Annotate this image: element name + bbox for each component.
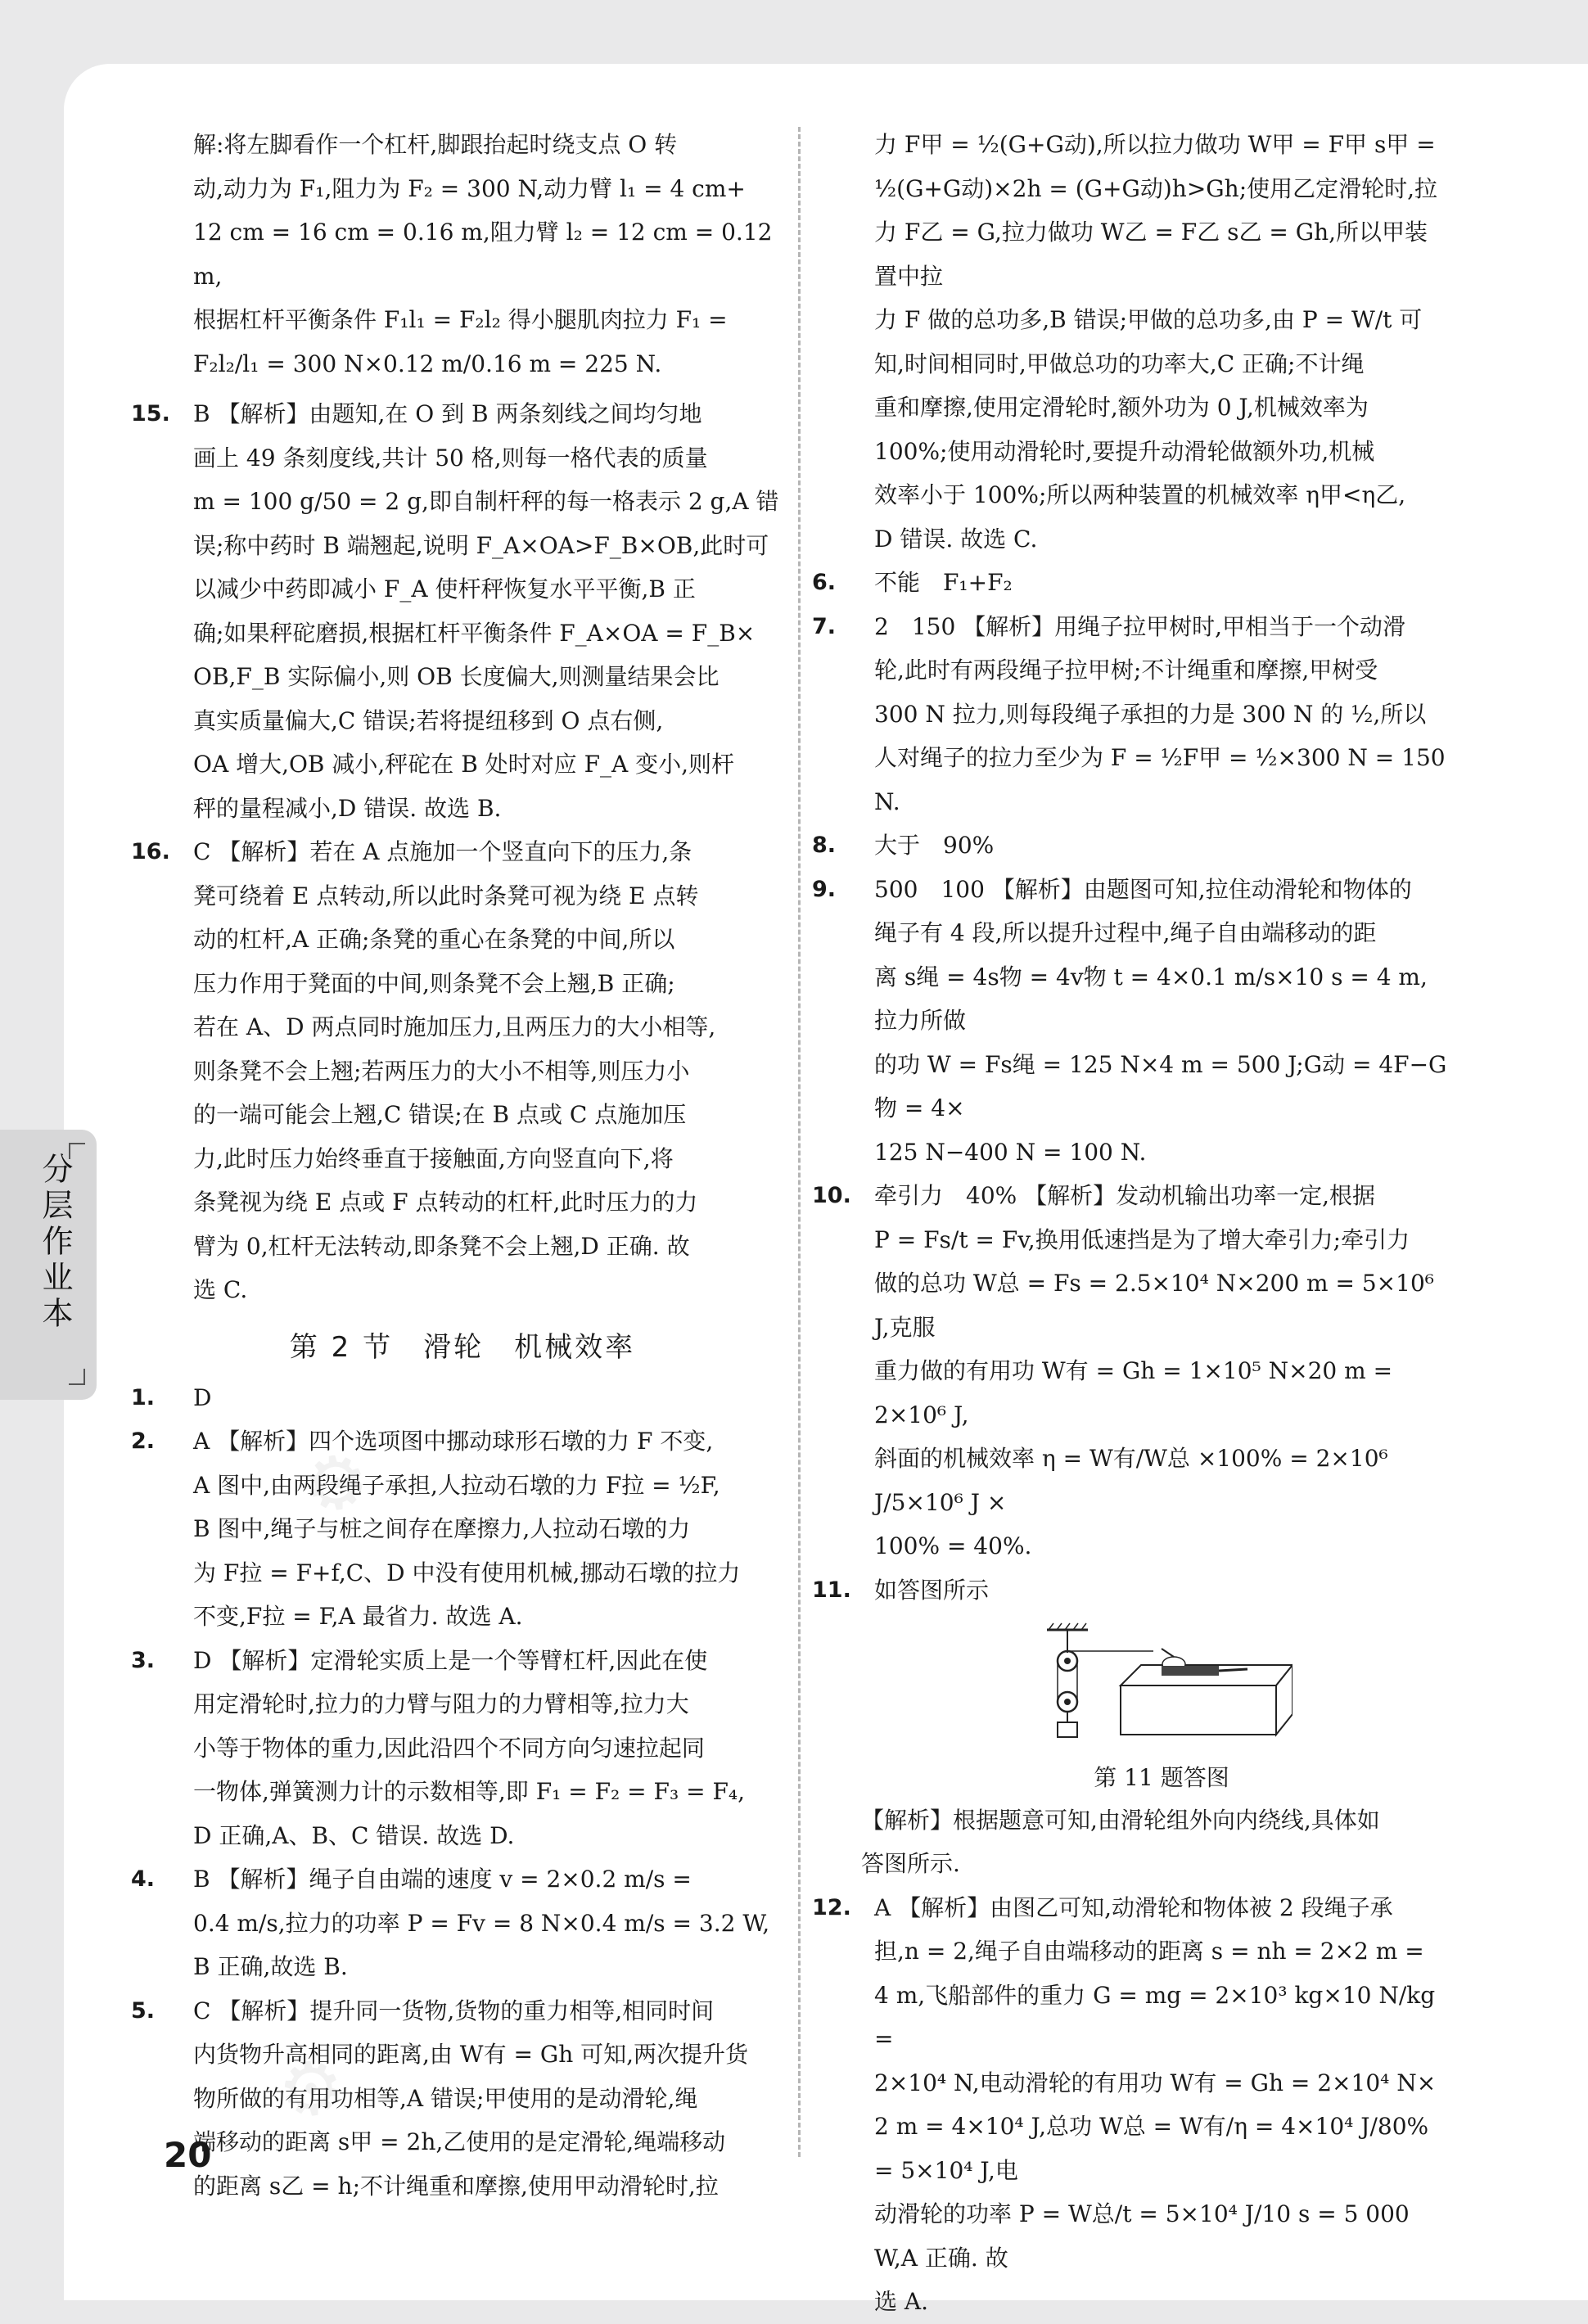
text-line: 则条凳不会上翘;若两压力的大小不相等,则压力小 — [193, 1057, 690, 1085]
text-line: 凳可绕着 E 点转动,所以此时条凳可视为绕 E 点转 — [193, 882, 699, 909]
text-line: 若在 A、D 两点同时施加压力,且两压力的大小相等, — [193, 1013, 716, 1040]
pulley-figure — [874, 1620, 1449, 1758]
answer-number: 16. — [131, 839, 170, 864]
text-line: C 【解析】若在 A 点施加一个竖直向下的压力,条 — [193, 838, 692, 865]
answer-s11-analysis — [812, 1798, 1449, 1886]
text-line: 2×10⁴ N,电动滑轮的有用功 W有 = Gh = 2×10⁴ N× — [874, 2069, 1437, 2096]
text-line: 担,n = 2,绳子自由端移动的距离 s = nh = 2×2 m = — [874, 1938, 1424, 1965]
column-divider — [798, 127, 801, 2157]
answer-s12 — [812, 1886, 1449, 2324]
watermark: ⚙ — [273, 2042, 350, 2137]
answer-s6 — [812, 561, 1449, 605]
answer-s5-continued — [812, 123, 1449, 561]
text-line: 误;称中药时 B 端翘起,说明 F_A×OA>F_B×OB,此时可 — [193, 531, 769, 559]
answer-s5 — [131, 1989, 794, 2209]
text-line: 画上 49 条刻度线,共计 50 格,则每一格代表的质量 — [193, 444, 708, 472]
text-line: 不变,F拉 = F,A 最省力. 故选 A. — [193, 1603, 523, 1630]
answer-s3 — [131, 1639, 794, 1858]
answer-number: 4. — [131, 1866, 156, 1892]
answer-number: 9. — [812, 876, 837, 902]
text-line: F₂l₂/l₁ = 300 N×0.12 m/0.16 m = 225 N. — [193, 350, 662, 377]
text-line: B 图中,绳子与桩之间存在摩擦力,人拉动石墩的力 — [193, 1515, 691, 1542]
right-column — [812, 123, 1449, 2324]
answer-number: 5. — [131, 1997, 156, 2024]
answer-s8 — [812, 824, 1449, 868]
text-line: 臂为 0,杠杆无法转动,即条凳不会上翘,D 正确. 故 — [193, 1232, 690, 1260]
text-line: 100% = 40%. — [874, 1532, 1032, 1559]
answer-number: 7. — [812, 613, 837, 639]
text-line: 以减少中药即减小 F_A 使杆秤恢复水平平衡,B 正 — [193, 575, 696, 602]
text-line: 125 N−400 N = 100 N. — [874, 1138, 1147, 1166]
side-tab — [0, 1130, 97, 1400]
answer-s9 — [812, 868, 1449, 1175]
text-line: 秤的量程减小,D 错误. 故选 B. — [193, 794, 502, 822]
text-line: 4 m,飞船部件的重力 G = mg = 2×10³ kg×10 N/kg = — [874, 1981, 1436, 2052]
answer-s1 — [131, 1376, 794, 1420]
text-line: 选 C. — [193, 1276, 248, 1303]
text-line: 300 N 拉力,则每段绳子承担的力是 300 N 的 ½,所以 — [874, 700, 1427, 728]
text-line: B 正确,故选 B. — [193, 1953, 348, 1980]
text-line: 100%;使用动滑轮时,要提升动滑轮做额外功,机械 — [874, 437, 1375, 465]
text-line: B 【解析】绳子自由端的速度 v = 2×0.2 m/s = — [193, 1866, 692, 1893]
text-line: 【解析】根据题意可知,由滑轮组外向内绕线,具体如 — [861, 1806, 1380, 1834]
text-line: 做的总功 W总 = Fs = 2.5×10⁴ N×200 m = 5×10⁶ J,克服 — [874, 1270, 1434, 1341]
text-line: 压力作用于凳面的中间,则条凳不会上翘,B 正确; — [193, 969, 675, 997]
text-line: 动,动力为 F₁,阻力为 F₂ = 300 N,动力臂 l₁ = 4 cm+ — [193, 174, 746, 202]
watermark: ⚙ — [297, 1436, 375, 1532]
answer-number: 15. — [131, 401, 170, 426]
text-line: 12 cm = 16 cm = 0.16 m,阻力臂 l₂ = 12 cm = 0.12 m, — [193, 219, 773, 290]
text-line: 大于 90% — [874, 832, 995, 859]
answer-number: 1. — [131, 1384, 156, 1410]
figure-caption: 第 11 题答图 — [1094, 1763, 1229, 1791]
answer-s10 — [812, 1174, 1449, 1568]
text-line: C 【解析】提升同一货物,货物的重力相等,相同时间 — [193, 1997, 715, 2024]
text-line: D 正确,A、B、C 错误. 故选 D. — [193, 1821, 515, 1849]
text-line: 知,时间相同时,甲做总功的功率大,C 正确;不计绳 — [874, 350, 1365, 377]
text-line: 不能 F₁+F₂ — [874, 569, 1013, 596]
text-line: 力,此时压力始终垂直于接触面,方向竖直向下,将 — [193, 1144, 674, 1172]
text-line: 条凳视为绕 E 点或 F 点转动的杠杆,此时压力的力 — [193, 1189, 698, 1216]
text-line: 人对绳子的拉力至少为 F = ½F甲 = ½×300 N = 150 N. — [874, 744, 1446, 815]
text-line: 力 F甲 = ½(G+G动),所以拉力做功 W甲 = F甲 s甲 = — [874, 131, 1436, 158]
answer-16 — [131, 830, 794, 1312]
text-line: 一物体,弹簧测力计的示数相等,即 F₁ = F₂ = F₃ = F₄, — [193, 1778, 745, 1805]
text-line: P = Fs/t = Fv,换用低速挡是为了增大牵引力;牵引力 — [874, 1225, 1410, 1253]
text-line: D — [193, 1383, 212, 1411]
text-line: 的功 W = Fs绳 = 125 N×4 m = 500 J;G动 = 4F−G物 = 4× — [874, 1050, 1447, 1121]
text-line: 动滑轮的功率 P = W总/t = 5×10⁴ J/10 s = 5 000 W,A 正确. 故 — [874, 2200, 1410, 2272]
text-line: B 【解析】由题知,在 O 到 B 两条刻线之间均匀地 — [193, 400, 702, 427]
text-line: 的一端可能会上翘,C 错误;在 B 点或 C 点施加压 — [193, 1101, 687, 1128]
answer-number: 2. — [131, 1428, 156, 1454]
text-line: A 【解析】四个选项图中挪动球形石墩的力 F 不变, — [193, 1428, 714, 1455]
answer-s4 — [131, 1857, 794, 1989]
text-line: 真实质量偏大,C 错误;若将提纽移到 O 点右侧, — [193, 706, 664, 734]
text-line: 为 F拉 = F+f,C、D 中没有使用机械,挪动石墩的拉力 — [193, 1559, 741, 1586]
answer-15 — [131, 392, 794, 830]
text-line: 2 m = 4×10⁴ J,总功 W总 = W有/η = 4×10⁴ J/80% = 5×10⁴ J,电 — [874, 2113, 1429, 2184]
text-line: 斜面的机械效率 η = W有/W总 ×100% = 2×10⁶ J/5×10⁶ J × — [874, 1445, 1388, 1516]
answer-number: 8. — [812, 833, 837, 858]
side-tab-label: 分层作业本 — [37, 1153, 73, 1333]
answer-s2 — [131, 1419, 794, 1639]
text-line: D 错误. 故选 C. — [874, 525, 1038, 553]
text-line: 解:将左脚看作一个杠杆,脚跟抬起时绕支点 O 转 — [193, 131, 678, 158]
text-line: 力 F 做的总功多,B 错误;甲做的总功多,由 P = W/t 可 — [874, 306, 1423, 333]
text-line: 答图所示. — [861, 1850, 960, 1877]
text-line: ½(G+G动)×2h = (G+G动)h>Gh;使用乙定滑轮时,拉 — [874, 174, 1438, 202]
answer-number: 3. — [131, 1647, 156, 1673]
text-line: 重力做的有用功 W有 = Gh = 1×10⁵ N×20 m = 2×10⁶ J, — [874, 1357, 1393, 1428]
text-line: 2 150 【解析】用绳子拉甲树时,甲相当于一个动滑 — [874, 612, 1406, 640]
text-line: 的距离 s乙 = h;不计绳重和摩擦,使用甲动滑轮时,拉 — [193, 2172, 719, 2200]
text-line: OA 增大,OB 减小,秤砣在 B 处时对应 F_A 变小,则杆 — [193, 751, 735, 778]
text-line: 0.4 m/s,拉力的功率 P = Fv = 8 N×0.4 m/s = 3.2 W, — [193, 1909, 770, 1937]
page-number: 20 — [164, 2135, 212, 2175]
tab-bracket-top — [69, 1143, 85, 1159]
section-title: 第 2 节 滑轮 机械效率 — [289, 1330, 636, 1364]
text-line: m = 100 g/50 = 2 g,即自制杆秤的每一格表示 2 g,A 错 — [193, 488, 779, 515]
answer-number: 10. — [812, 1183, 851, 1208]
text-line: 根据杠杆平衡条件 F₁l₁ = F₂l₂ 得小腿肌肉拉力 F₁ = — [193, 306, 728, 333]
text-line: A 【解析】由图乙可知,动滑轮和物体被 2 段绳子承 — [874, 1893, 1393, 1921]
text-line: 选 A. — [874, 2288, 929, 2315]
text-line: 物所做的有用功相等,A 错误;甲使用的是动滑轮,绳 — [193, 2084, 698, 2112]
answer-s7 — [812, 605, 1449, 824]
answer-14-continued — [131, 123, 794, 386]
left-column — [131, 123, 794, 2208]
text-line: 力 F乙 = G,拉力做功 W乙 = F乙 s乙 = Gh,所以甲装置中拉 — [874, 219, 1428, 290]
text-line: 小等于物体的重力,因此沿四个不同方向匀速拉起同 — [193, 1734, 705, 1762]
pulley-diagram — [1031, 1620, 1293, 1743]
text-line: 轮,此时有两段绳子拉甲树;不计绳重和摩擦,甲树受 — [874, 657, 1378, 684]
tab-bracket-bottom — [69, 1369, 85, 1385]
answer-number: 6. — [812, 570, 837, 595]
text-line: 动的杠杆,A 正确;条凳的重心在条凳的中间,所以 — [193, 926, 675, 953]
text-line: OB,F_B 实际偏小,则 OB 长度偏大,则测量结果会比 — [193, 663, 720, 690]
text-line: D 【解析】定滑轮实质上是一个等臂杠杆,因此在使 — [193, 1646, 708, 1674]
answer-number: 11. — [812, 1577, 851, 1603]
text-line: 牵引力 40% 【解析】发动机输出功率一定,根据 — [874, 1182, 1376, 1209]
text-line: 离 s绳 = 4s物 = 4v物 t = 4×0.1 m/s×10 s = 4 m,拉力所做 — [874, 963, 1428, 1034]
text-line: 如答图所示 — [874, 1576, 990, 1604]
text-line: 500 100 【解析】由题图可知,拉住动滑轮和物体的 — [874, 875, 1412, 903]
text-line: 用定滑轮时,拉力的力臂与阻力的力臂相等,拉力大 — [193, 1690, 689, 1717]
text-line: 绳子有 4 段,所以提升过程中,绳子自由端移动的距 — [874, 919, 1377, 946]
text-line: 内货物升高相同的距离,由 W有 = Gh 可知,两次提升货 — [193, 2041, 749, 2068]
text-line: 确;如果秤砣磨损,根据杠杆平衡条件 F_A×OA = F_B× — [193, 619, 756, 647]
text-line: 效率小于 100%;所以两种装置的机械效率 η甲<η乙, — [874, 481, 1406, 508]
text-line: A 图中,由两段绳子承担,人拉动石墩的力 F拉 = ½F, — [193, 1471, 720, 1499]
text-line: 端移动的距离 s甲 = 2h,乙使用的是定滑轮,绳端移动 — [193, 2128, 726, 2155]
text-line: 重和摩擦,使用定滑轮时,额外功为 0 J,机械效率为 — [874, 394, 1369, 421]
answer-number: 12. — [812, 1894, 851, 1920]
answer-s11 — [812, 1568, 1449, 1798]
